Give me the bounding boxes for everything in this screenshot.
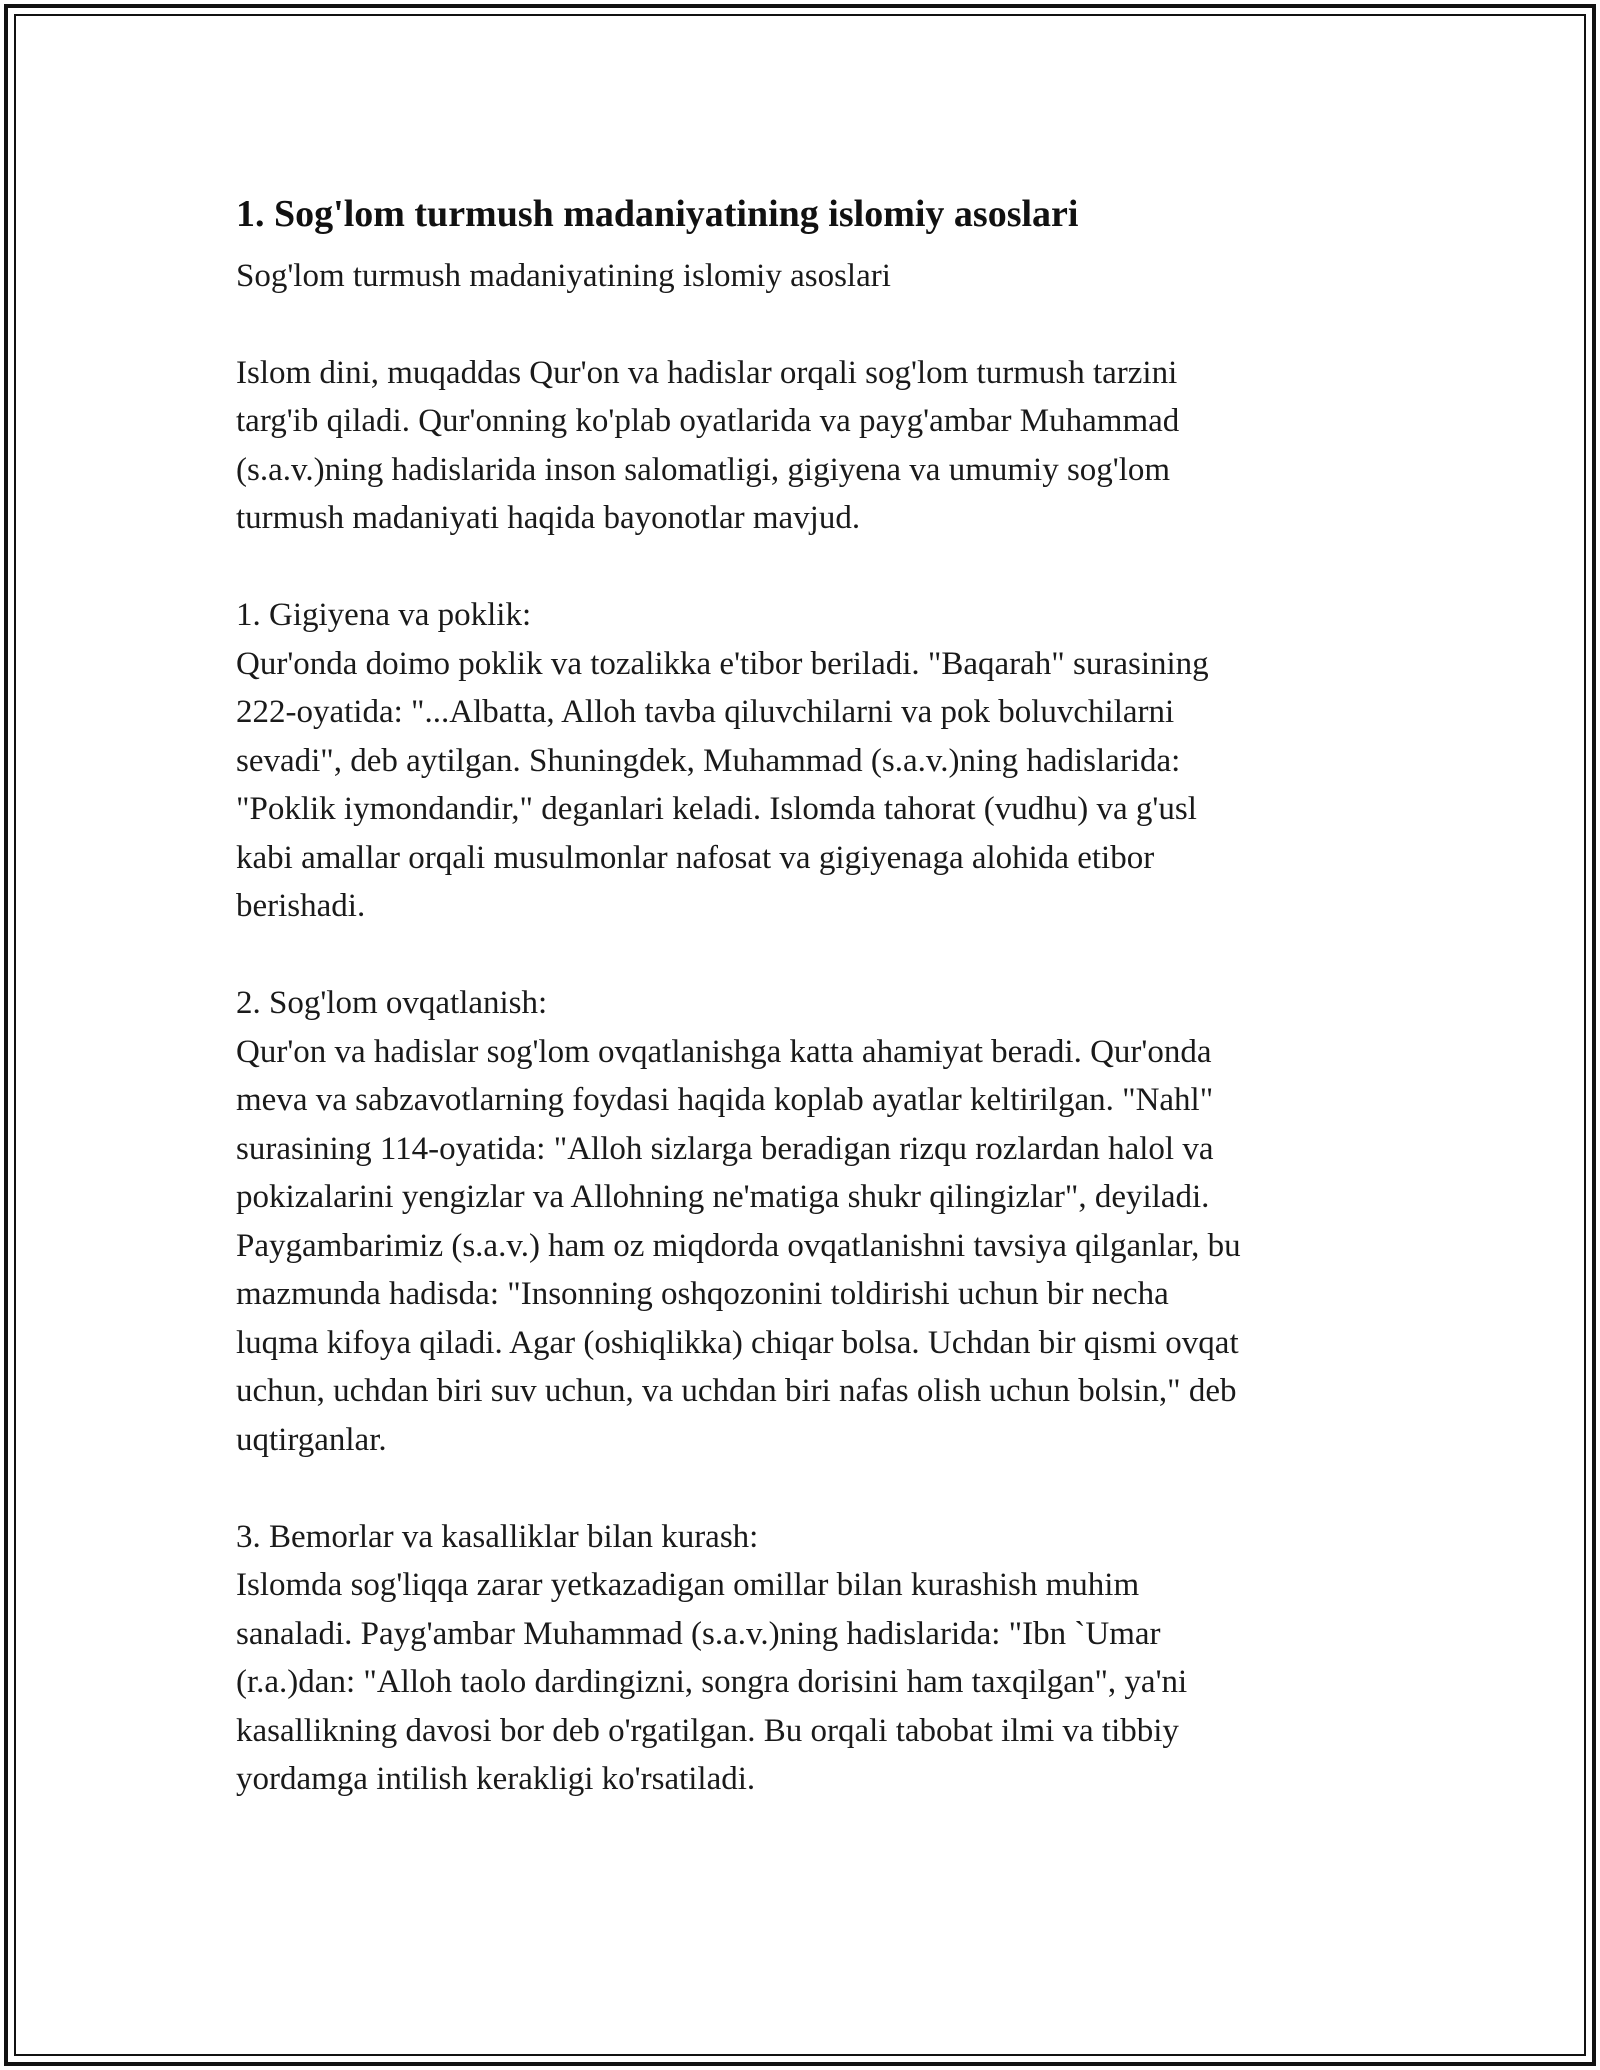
section-heading: 3. Bemorlar va kasalliklar bilan kurash:	[236, 1518, 759, 1555]
intro-line: (s.a.v.)ning hadislarida inson salomatligi, gigiyena va umumiy sog'lom	[236, 451, 1171, 488]
intro-line: turmush madaniyati haqida bayonotlar mavjud.	[236, 500, 861, 536]
section-line: berishadi.	[236, 888, 366, 924]
section-line: Islomda sog'liqqa zarar yetkazadigan omillar bilan kurashish muhim	[236, 1567, 1140, 1603]
section-line: Paygambarimiz (s.a.v.) ham oz miqdorda ovqatlanishni tavsiya qilganlar, bu	[236, 1227, 1241, 1264]
document-title: 1. Sog'lom turmush madaniyatining islomiy asoslari	[236, 193, 1079, 235]
section-heading: 2. Sog'lom ovqatlanish:	[236, 985, 548, 1021]
document-subtitle: Sog'lom turmush madaniyatining islomiy asoslari	[236, 258, 891, 294]
section-line: Qur'onda doimo poklik va tozalikka e'tibor beriladi. "Baqarah" surasining	[236, 645, 1209, 682]
section-heading: 1. Gigiyena va poklik:	[236, 597, 532, 633]
intro-line: targ'ib qiladi. Qur'onning ko'plab oyatlarida va payg'ambar Muhammad	[236, 403, 1180, 439]
paragraph-gap	[236, 543, 1366, 592]
section-line: meva va sabzavotlarning foydasi haqida koplab ayatlar keltirilgan. "Nahl"	[236, 1082, 1214, 1118]
section-line: uchun, uchdan biri suv uchun, va uchdan biri nafas olish uchun bolsin," deb	[236, 1373, 1237, 1409]
section-nutrition	[236, 979, 1366, 1464]
section-line: surasining 114-oyatida: "Alloh sizlarga beradigan rizqu rozlardan halol va	[236, 1130, 1214, 1167]
section-hygiene	[236, 591, 1366, 931]
section-line: luqma kifoya qiladi. Agar (oshiqlikka) chiqar bolsa. Uchdan bir qismi ovqat	[236, 1324, 1239, 1361]
section-line: mazmunda hadisda: "Insonning oshqozonini toldirishi uchun bir necha	[236, 1276, 1169, 1312]
intro-line: Islom dini, muqaddas Qur'on va hadislar orqali sog'lom turmush tarzini	[236, 354, 1178, 391]
section-line: Qur'on va hadislar sog'lom ovqatlanishga katta ahamiyat beradi. Qur'onda	[236, 1033, 1212, 1070]
paragraph-gap	[236, 300, 1366, 349]
section-line: sanaladi. Payg'ambar Muhammad (s.a.v.)ning hadislarida: "Ibn `Umar	[236, 1615, 1161, 1652]
section-line: (r.a.)dan: "Alloh taolo dardingizni, songra dorisini ham taxqilgan", ya'ni	[236, 1664, 1188, 1700]
section-line: kabi amallar orqali musulmonlar nafosat va gigiyenaga alohida etibor	[236, 839, 1155, 876]
paragraph-gap	[236, 1464, 1366, 1513]
section-line: 222-oyatida: "...Albatta, Alloh tavba qiluvchilarni va pok boluvchilarni	[236, 694, 1175, 730]
paragraph-gap	[236, 931, 1366, 980]
section-line: pokizalarini yengizlar va Allohning ne'matiga shukr qilingizlar", deyiladi.	[236, 1179, 1210, 1215]
intro-paragraph	[236, 349, 1366, 543]
section-line: sevadi", deb aytilgan. Shuningdek, Muhammad (s.a.v.)ning hadislarida:	[236, 742, 1181, 779]
section-line: "Poklik iymondandir," deganlari keladi. Islomda tahorat (vudhu) va g'usl	[236, 791, 1197, 827]
section-line: yordamga intilish kerakligi ko'rsatiladi.	[236, 1761, 756, 1797]
document-body	[236, 190, 1366, 1804]
section-line: uqtirganlar.	[236, 1421, 387, 1458]
section-line: kasallikning davosi bor deb o'rgatilgan. Bu orqali tabobat ilmi va tibbiy	[236, 1712, 1179, 1749]
section-illness	[236, 1513, 1366, 1804]
